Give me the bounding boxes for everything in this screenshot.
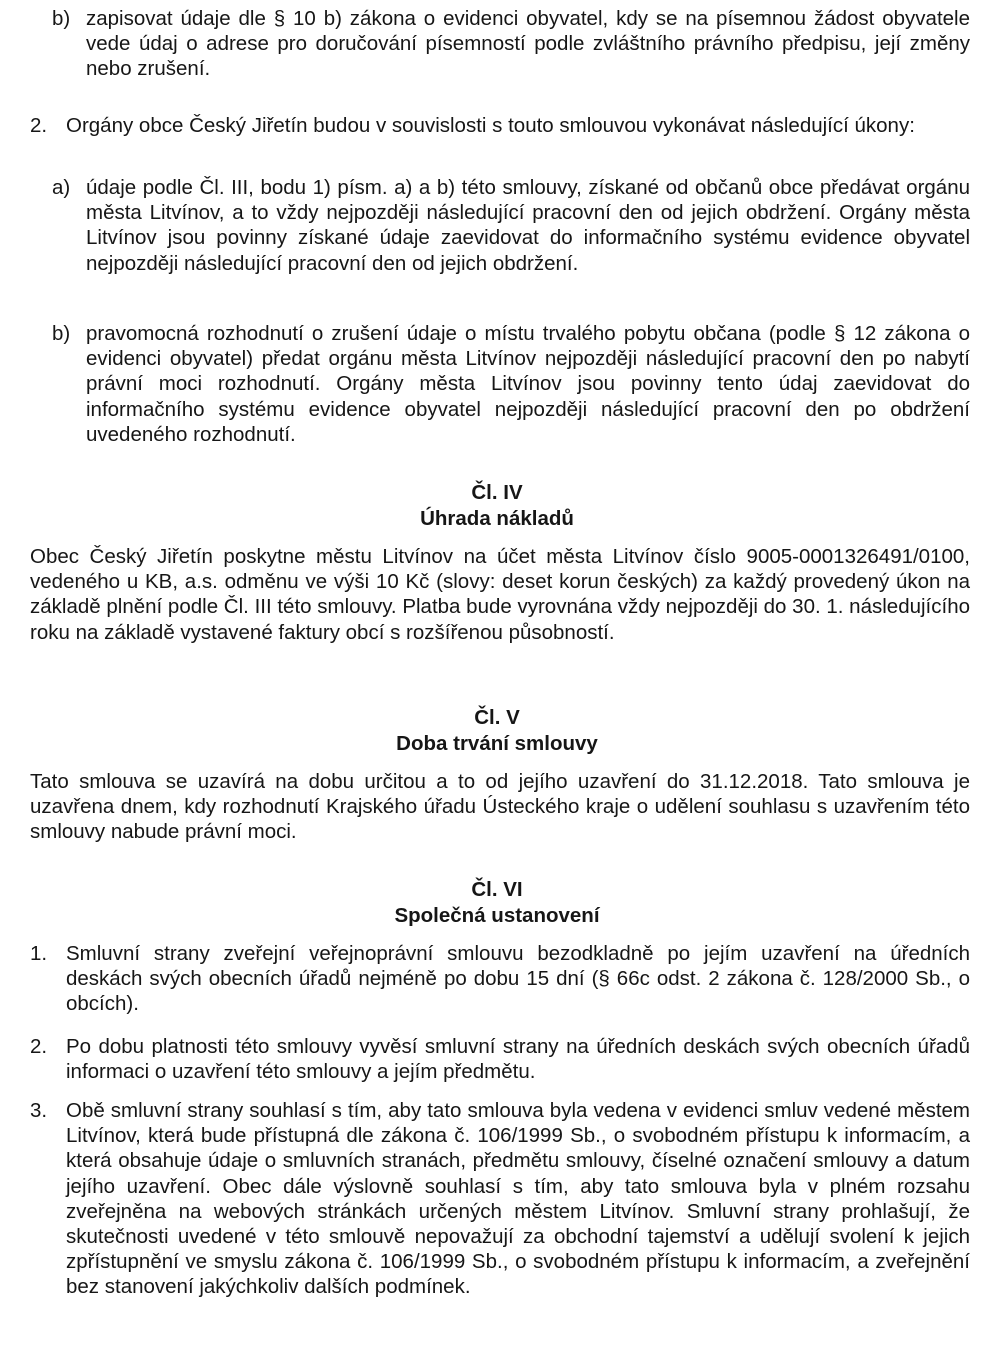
list-item-6-1 xyxy=(30,941,970,1017)
list-item-text: Obě smluvní strany souhlasí s tím, aby tato smlouva byla vedena v evidenci smluv vedené městem Litvínov, která bude přístupná dle zákona č. 106/1999 Sb., o svobodném přístupu k informacím, a která obsahuje údaje o smluvních stranách, předmětu smlouvy, číselné označení smlouvy a datum jejího uzavření. Obec dále výslovně souhlasí s tím, aby tato smlouva byla v plném rozsahu zveřejněna na webových stránkách určených městem Litvínov. Smluvní strany prohlašují, že skutečnosti uvedené v této smlouvě nepovažují za obchodní tajemství a udělují svolení k jejich zpřístupnění ve smyslu zákona č. 106/1999 Sb., o svobodném přístupu k informacím, a zveřejnění bez stanovení jakýchkoliv dalších podmínek. xyxy=(66,1099,970,1299)
list-item-b-address xyxy=(52,6,970,82)
list-label: 1. xyxy=(30,942,48,965)
list-item-text: pravomocná rozhodnutí o zrušení údaje o místu trvalého pobytu občana (podle § 12 zákona o evidenci obyvatel) předat orgánu města Litvínov nejpozději následující pracovní den po nabytí právní moci rozhodnutí. Orgány města Litvínov jsou povinny tento údaj zaevidovat do informačního systému evidence obyvatel nejpozději následující pracovní den po obdržení uvedeného rozhodnutí. xyxy=(86,322,970,446)
article-4-text: Obec Český Jiřetín poskytne městu Litvínov na účet města Litvínov číslo 9005-0001326491/0100, vedeného u KB, a.s. odměnu ve výši 10 Kč (slovy: deset korun českých) za každý provedený úkon na základě plnění podle Čl. III této smlouvy. Platba bude vyrovnána vždy nejpozději do 30. 1. následujícího roku na základě vystavené faktury obcí s rozšířenou působností. xyxy=(30,545,970,644)
list-label: b) xyxy=(52,322,71,345)
list-item-text: Orgány obce Český Jiřetín budou v souvislosti s touto smlouvou vykonávat následující úkony: xyxy=(66,114,915,137)
article-5-title: Doba trvání smlouvy xyxy=(396,732,598,755)
article-5-text: Tato smlouva se uzavírá na dobu určitou a to od jejího uzavření do 31.12.2018. Tato smlouva je uzavřena dnem, kdy rozhodnutí Krajského úřadu Ústeckého kraje o udělení souhlasu s uzavřením této smlouvy nabude právní moci. xyxy=(30,770,970,844)
list-item-text: údaje podle Čl. III, bodu 1) písm. a) a b) této smlouvy, získané od občanů obce předávat orgánu města Litvínov, a to vždy nejpozději následující pracovní den od jejich obdržení. Orgány města Litvínov jsou povinny získané údaje zaevidovat do informačního systému evidence obyvatel nejpozději následující pracovní den od jejich obdržení. xyxy=(86,176,970,275)
article-6-number: Čl. VI xyxy=(471,878,523,901)
list-item-text: Smluvní strany zveřejní veřejnoprávní smlouvu bezodkladně po jejím uzavření na úředních deskách svých obecních úřadů nejméně po dobu 15 dní (§ 66c odst. 2 zákona č. 128/2000 Sb., o obcích). xyxy=(66,942,970,1016)
sub-item-b xyxy=(52,321,970,447)
list-label: 3. xyxy=(30,1099,48,1122)
list-label: b) xyxy=(52,7,71,30)
article-4-number: Čl. IV xyxy=(471,481,523,504)
list-label: 2. xyxy=(30,114,48,137)
article-6-title: Společná ustanovení xyxy=(394,904,600,927)
article-4-title: Úhrada nákladů xyxy=(420,507,574,530)
list-item-6-2 xyxy=(30,1034,970,1084)
article-5-number: Čl. V xyxy=(474,706,520,729)
sub-item-a xyxy=(52,175,970,276)
list-item-text: zapisovat údaje dle § 10 b) zákona o evidenci obyvatel, kdy se na písemnou žádost obyvatele vede údaj o adrese pro doručování písemností podle zvláštního právního předpisu, její změny nebo zrušení. xyxy=(86,7,970,81)
list-label: 2. xyxy=(30,1035,48,1058)
list-label: a) xyxy=(52,176,71,199)
list-item-text: Po dobu platnosti této smlouvy vyvěsí smluvní strany na úředních deskách svých obecních úřadů informaci o uzavření této smlouvy a jejím předmětu. xyxy=(66,1035,970,1084)
list-item-2-organs xyxy=(30,113,970,138)
list-item-6-3 xyxy=(30,1098,970,1300)
